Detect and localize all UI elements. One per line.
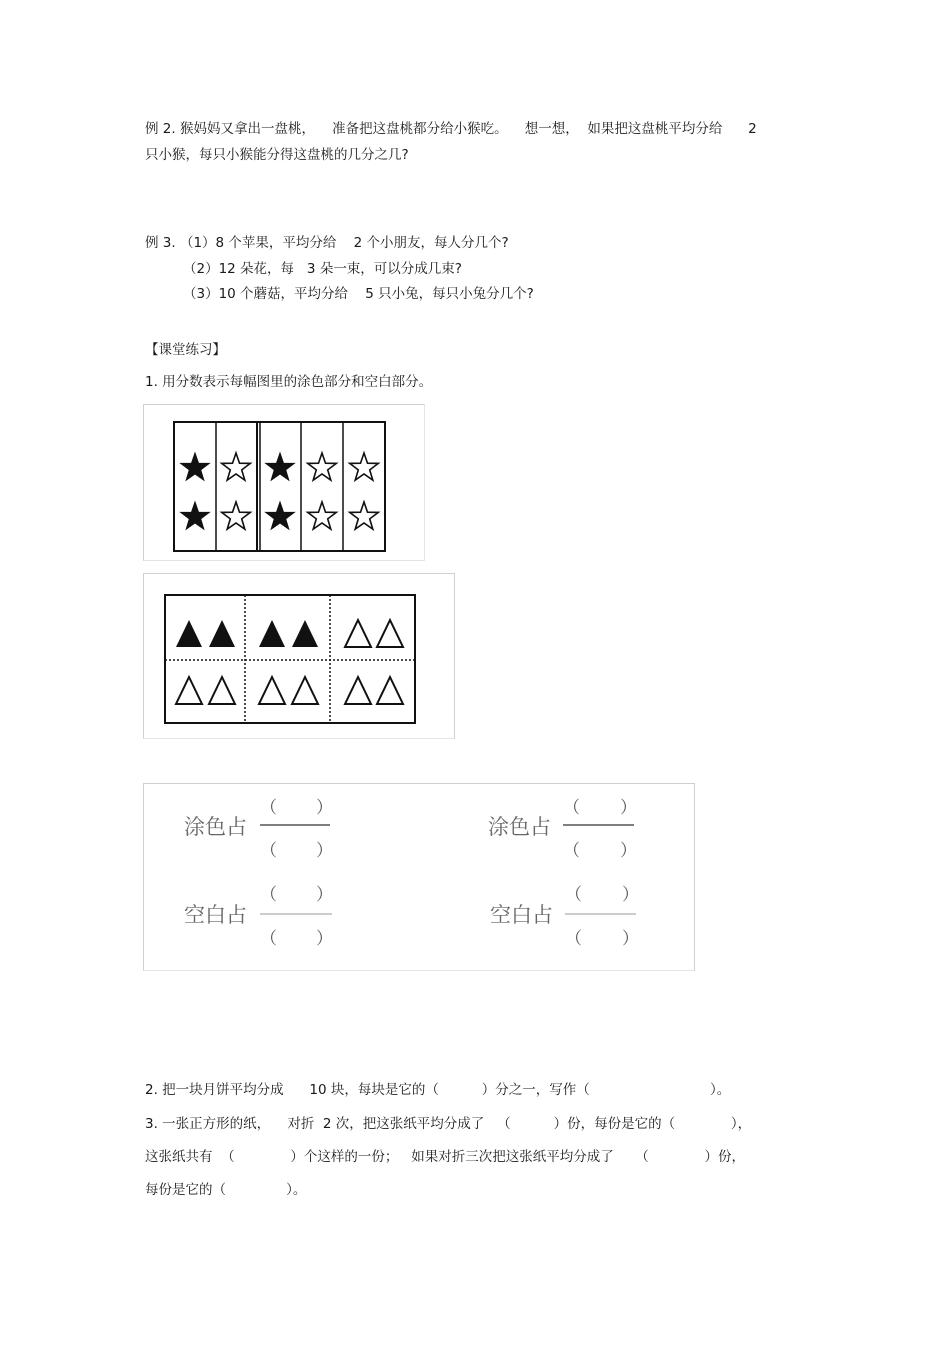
triangle-icon xyxy=(209,677,235,704)
denominator-open-paren: （ xyxy=(565,929,582,949)
triangle-icon xyxy=(292,677,318,704)
numerator-open-paren: （ xyxy=(260,798,277,818)
star-icon xyxy=(181,453,210,480)
star-icon xyxy=(350,502,379,529)
triangle-icon xyxy=(209,620,235,647)
star-icon xyxy=(266,502,295,529)
triangle-icon xyxy=(377,677,403,704)
exercise3-line1: 3. 一张正方形的纸， 对折 2 次，把这张纸平均分成了 （ ）份，每份是它的（ ）， xyxy=(145,1116,752,1132)
star-icon xyxy=(222,453,251,480)
star-icon xyxy=(308,453,337,480)
triangle-icon xyxy=(292,620,318,647)
triangle-icon xyxy=(259,620,285,647)
numerator-close-paren: ） xyxy=(316,885,333,905)
exercise3-line3: 每份是它的（ ）。 xyxy=(145,1182,307,1198)
triangle-icon xyxy=(345,677,371,704)
star-icon xyxy=(350,453,379,480)
triangle-figure xyxy=(143,573,455,739)
denominator-close-paren: ） xyxy=(316,929,333,949)
star-grid xyxy=(144,405,426,562)
numerator-open-paren: （ xyxy=(563,798,580,818)
denominator-open-paren: （ xyxy=(563,841,580,861)
denominator-close-paren: ） xyxy=(316,841,333,861)
example3-line3: （3）10 个蘑菇，平均分给 5 只小兔，每只小兔分几个? xyxy=(183,286,534,302)
fraction-answer-box xyxy=(143,783,695,971)
star-icon xyxy=(222,502,251,529)
blank-label: 空白占 xyxy=(184,903,247,927)
triangle-icon xyxy=(259,677,285,704)
shaded-label: 涂色占 xyxy=(184,815,247,839)
blank-label: 空白占 xyxy=(490,903,553,927)
triangle-grid xyxy=(144,574,456,740)
star-icon xyxy=(181,502,210,529)
denominator-open-paren: （ xyxy=(260,929,277,949)
example2-line1: 例 2. 猴妈妈又拿出一盘桃， 准备把这盘桃都分给小猴吃。 想一想， 如果把这盘桃平均分给 2 xyxy=(145,121,757,137)
star-icon xyxy=(308,502,337,529)
section-title: 【课堂练习】 xyxy=(145,342,226,358)
triangle-icon xyxy=(345,620,371,647)
triangle-icon xyxy=(176,677,202,704)
exercise3-line2: 这张纸共有 （ ）个这样的一份； 如果对折三次把这张纸平均分成了 （ ）份， xyxy=(145,1149,745,1165)
shaded-label: 涂色占 xyxy=(488,815,551,839)
exercise1-question: 1. 用分数表示每幅图里的涂色部分和空白部分。 xyxy=(145,374,433,390)
star-icon xyxy=(266,453,295,480)
example3-line1: 例 3. （1）8 个苹果，平均分给 2 个小朋友，每人分几个? xyxy=(145,235,509,251)
example3-line2: （2）12 朵花，每 3 朵一束，可以分成几束? xyxy=(183,261,462,277)
numerator-close-paren: ） xyxy=(622,885,639,905)
denominator-close-paren: ） xyxy=(622,929,639,949)
triangle-icon xyxy=(377,620,403,647)
fraction-blanks xyxy=(144,784,696,972)
numerator-close-paren: ） xyxy=(620,798,637,818)
numerator-open-paren: （ xyxy=(565,885,582,905)
denominator-open-paren: （ xyxy=(260,841,277,861)
denominator-close-paren: ） xyxy=(620,841,637,861)
triangle-icon xyxy=(176,620,202,647)
example2-line2: 只小猴，每只小猴能分得这盘桃的几分之几? xyxy=(145,147,409,163)
numerator-close-paren: ） xyxy=(316,798,333,818)
star-figure xyxy=(143,404,425,561)
exercise2: 2. 把一块月饼平均分成 10 块，每块是它的（ ）分之一，写作（ ）。 xyxy=(145,1082,731,1098)
numerator-open-paren: （ xyxy=(260,885,277,905)
